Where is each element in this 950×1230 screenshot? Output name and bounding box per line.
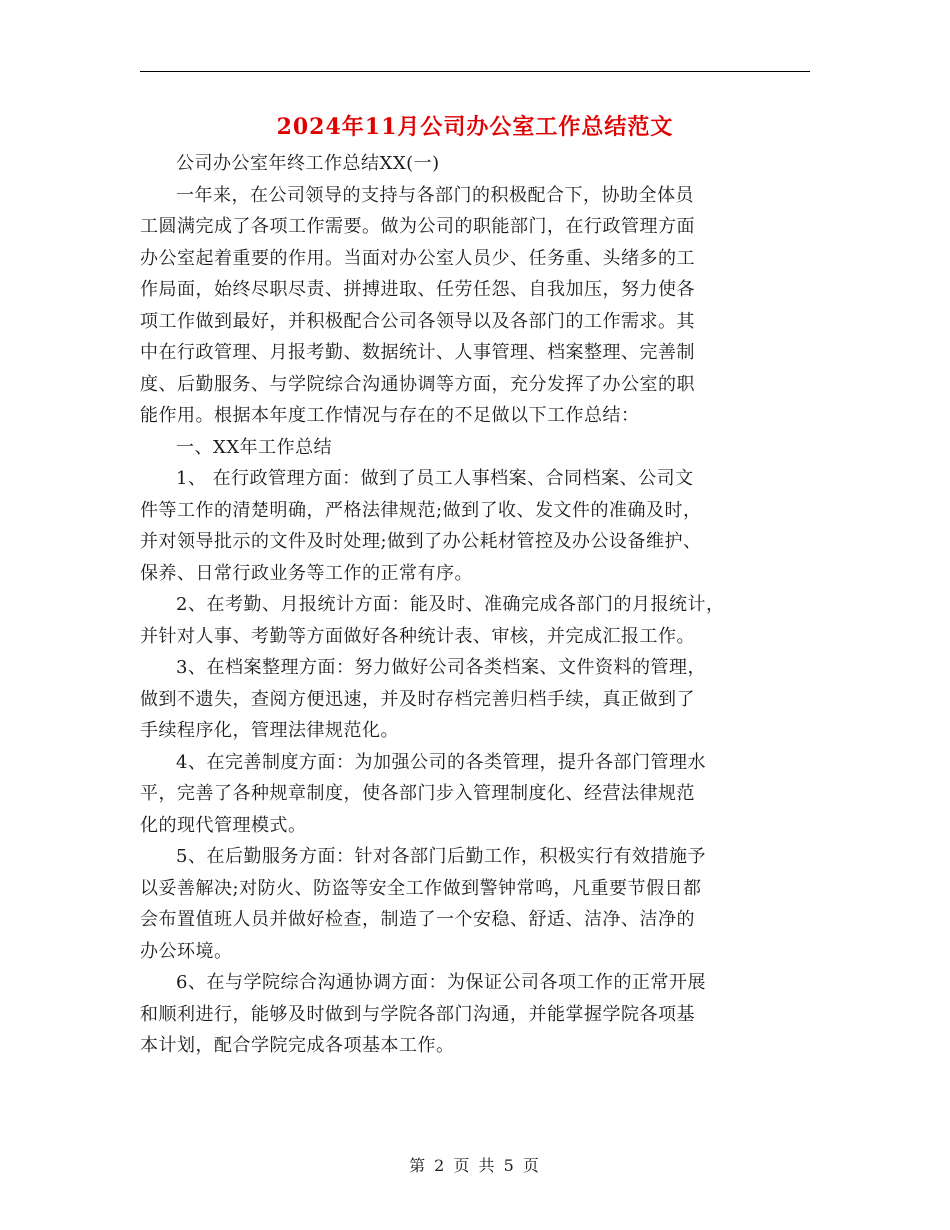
text-line: 件等工作的清楚明确，严格法律规范;做到了收、发文件的准确及时， bbox=[140, 499, 702, 521]
header-rule bbox=[140, 71, 810, 72]
text-line: 中在行政管理、月报考勤、数据统计、人事管理、档案整理、完善制 bbox=[140, 342, 695, 363]
subtitle-paragraph bbox=[140, 148, 810, 180]
item-2-paragraph bbox=[140, 589, 810, 652]
section-heading bbox=[140, 432, 810, 464]
text-line: 平，完善了各种规章制度，使各部门步入管理制度化、经营法律规范 bbox=[140, 783, 695, 804]
text-line: 作局面，始终尽职尽责、拼搏进取、任劳任怨、自我加压，努力使各 bbox=[140, 279, 695, 300]
text-line: 5、在后勤服务方面：针对各部门后勤工作，积极实行有效措施予 bbox=[176, 846, 706, 867]
text-line: 本计划，配合学院完成各项基本工作。 bbox=[140, 1035, 455, 1056]
text-line: 项工作做到最好，并积极配合公司各领导以及各部门的工作需求。其 bbox=[140, 310, 695, 332]
text-line: 以妥善解决;对防火、防盗等安全工作做到警钟常鸣，凡重要节假日都 bbox=[140, 877, 702, 899]
text-line: 3、在档案整理方面：努力做好公司各类档案、文件资料的管理， bbox=[176, 657, 706, 678]
page-number: 第 2 页 共 5 页 bbox=[409, 1156, 541, 1175]
text-line: 保养、日常行政业务等工作的正常有序。 bbox=[140, 562, 473, 584]
item-4-paragraph bbox=[140, 747, 810, 842]
text-line: 会布置值班人员并做好检查，制造了一个安稳、舒适、洁净、洁净的 bbox=[140, 909, 695, 930]
text-line: 工圆满完成了各项工作需要。做为公司的职能部门，在行政管理方面 bbox=[140, 216, 695, 237]
text-line: 4、在完善制度方面：为加强公司的各类管理，提升各部门管理水 bbox=[176, 751, 706, 773]
text-line: 6、在与学院综合沟通协调方面：为保证公司各项工作的正常开展 bbox=[176, 972, 706, 993]
text-line: 能作用。根据本年度工作情况与存在的不足做以下工作总结： bbox=[140, 405, 640, 426]
text-line: 公司办公室年终工作总结XX(一) bbox=[176, 153, 440, 174]
text-line: 办公环境。 bbox=[140, 940, 233, 962]
item-5-paragraph bbox=[140, 841, 810, 967]
text-line: 化的现代管理模式。 bbox=[140, 814, 307, 836]
intro-paragraph bbox=[140, 180, 810, 432]
text-line: 和顺利进行，能够及时做到与学院各部门沟通，并能掌握学院各项基 bbox=[140, 1003, 695, 1025]
item-1-paragraph bbox=[140, 463, 810, 589]
text-line: 一年来，在公司领导的支持与各部门的积极配合下，协助全体员 bbox=[176, 184, 694, 206]
item-3-paragraph bbox=[140, 652, 810, 747]
text-line: 度、后勤服务、与学院综合沟通协调等方面，充分发挥了办公室的职 bbox=[140, 373, 695, 395]
document-body bbox=[140, 148, 810, 1062]
document-title: 2024年11月公司办公室工作总结范文 bbox=[276, 114, 674, 140]
text-line: 并对领导批示的文件及时处理;做到了办公耗材管控及办公设备维护、 bbox=[140, 531, 702, 552]
text-line: 并针对人事、考勤等方面做好各种统计表、审核，并完成汇报工作。 bbox=[140, 625, 695, 647]
text-line: 办公室起着重要的作用。当面对办公室人员少、任务重、头绪多的工 bbox=[140, 247, 695, 269]
text-line: 一、XX年工作总结 bbox=[176, 436, 333, 458]
item-6-paragraph bbox=[140, 967, 810, 1062]
text-line: 1、 在行政管理方面：做到了员工人事档案、合同档案、公司文 bbox=[176, 468, 694, 489]
text-line: 手续程序化，管理法律规范化。 bbox=[140, 720, 399, 741]
text-line: 做到不遗失，查阅方便迅速，并及时存档完善归档手续，真正做到了 bbox=[140, 688, 695, 710]
text-line: 2、在考勤、月报统计方面：能及时、准确完成各部门的月报统计， bbox=[176, 594, 725, 615]
